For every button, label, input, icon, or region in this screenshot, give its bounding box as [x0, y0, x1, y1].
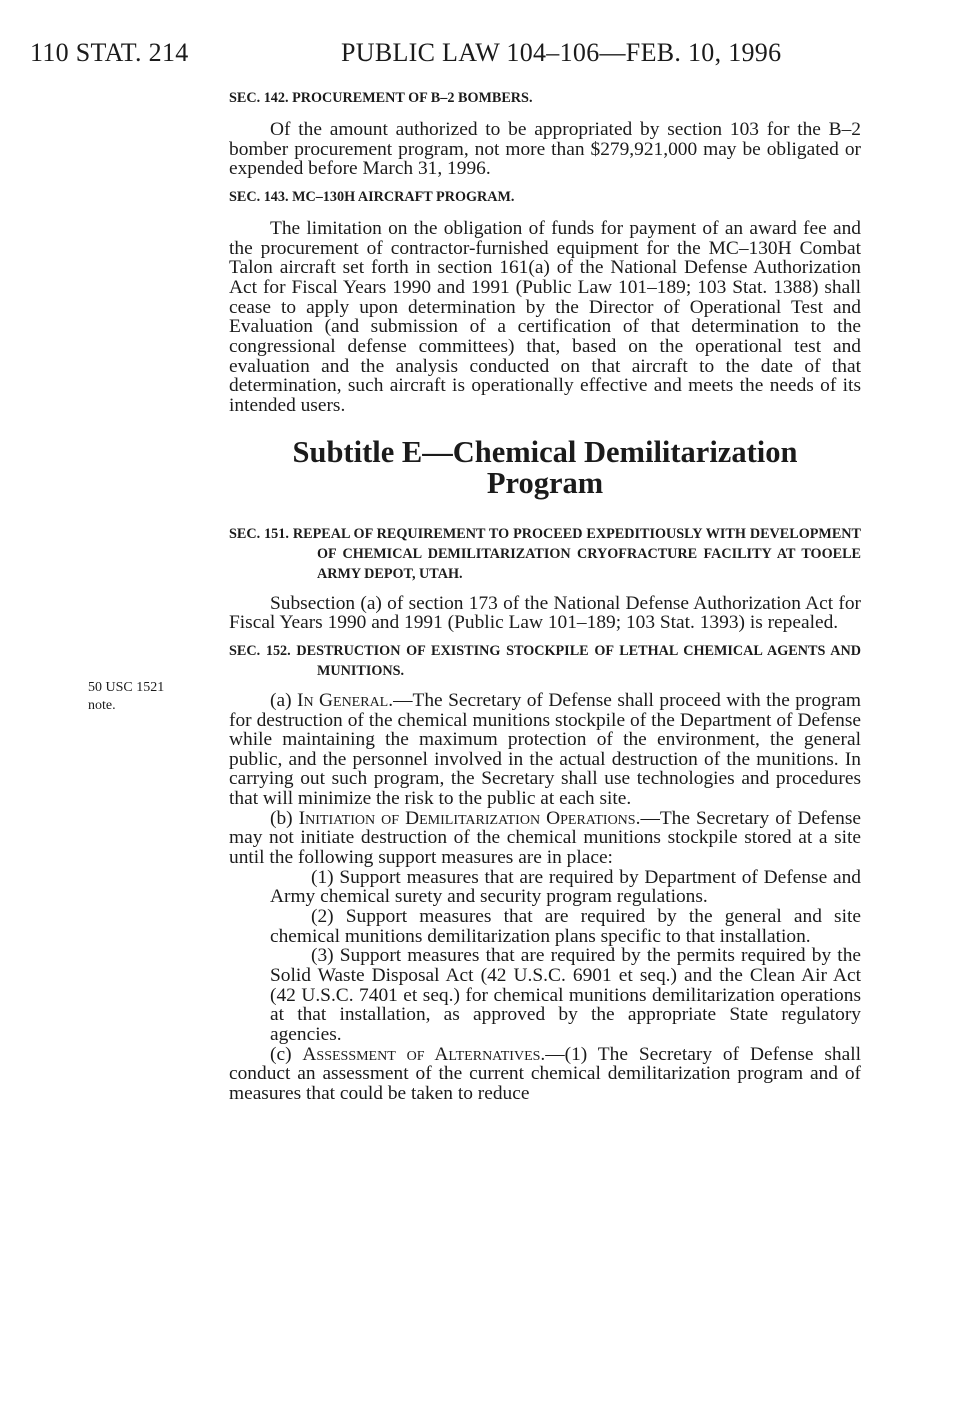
running-header: PUBLIC LAW 104–106—FEB. 10, 1996: [341, 38, 782, 67]
margin-note-line: note.: [88, 698, 116, 713]
margin-note-line: 50 USC 1521: [88, 680, 165, 695]
subtitle-line: Subtitle E—Chemical Demilitarization: [292, 434, 798, 469]
section-text-151: Subsection (a) of section 173 of the National Defense Authorization Act for Fiscal Years 1990 and 1991 (Public Law 101–189; 103 Stat. 1393) is repealed.: [229, 592, 861, 634]
main-column: [229, 88, 861, 1104]
subtitle-line: Program: [486, 465, 604, 500]
subsection-a: [229, 691, 861, 809]
subsection-text: —The Secretary of Defense shall proceed with the program for destruction of the chemical munitions stockpile of the Department of Defense while maintaining the maximum protection of the environment, the general public, and the personnel involved in the actual destruction of the munitions. In carrying out such program, the Secretary shall use technologies and procedures that will minimize the risk to the public at each site.: [229, 689, 861, 810]
paragraph-item-2: (2) Support measures that are required by the general and site chemical munitions demilitarization plans specific to that installation.: [270, 906, 861, 947]
subsection-c: [229, 1045, 861, 1104]
section-heading-142: SEC. 142. PROCUREMENT OF B–2 BOMBERS.: [229, 90, 533, 106]
subsection-text: —(1) The Secretary of Defense shall conduct an assessment of the current chemical demilitarization program and of measures that could be taken to reduce: [229, 1043, 861, 1104]
section-heading-143: SEC. 143. MC–130H AIRCRAFT PROGRAM.: [229, 188, 515, 205]
section-heading-152: SEC. 152. DESTRUCTION OF EXISTING STOCKPILE OF LETHAL CHEMICAL AGENTS AND MUNITIONS.: [229, 642, 861, 679]
subtitle-heading: [229, 434, 861, 500]
subsection-label: (c): [270, 1043, 303, 1065]
margin-note: [88, 679, 164, 715]
subsection-title: Initiation of Demilitarization Operations.: [298, 807, 641, 829]
section-text-142: Of the amount authorized to be appropriated by section 103 for the B–2 bomber procurement program, not more than $279,921,000 may be obligated or expended before March 31, 1996.: [229, 119, 861, 180]
paragraph-item-3: (3) Support measures that are required by the permits required by the Solid Waste Disposal Act (42 U.S.C. 6901 et seq.) and the Clean Air Act (42 U.S.C. 7401 et seq.) for chemical munitions demilitarization operations at that installation, as approved by the appropriate State regulatory agencies.: [270, 945, 861, 1045]
section-heading-151: SEC. 151. REPEAL OF REQUIREMENT TO PROCEED EXPEDITIOUSLY WITH DEVELOPMENT OF CHEMICAL DEMILITARIZATION CRYOFRACTURE FACILITY AT TOOELE ARMY DEPOT, UTAH.: [229, 525, 861, 582]
subsection-title: In General.: [296, 689, 394, 711]
subsection-text: —The Secretary of Defense may not initiate destruction of the chemical munitions stockpile stored at a site until the following support measures are in place:: [229, 807, 862, 869]
subsection-b: [229, 809, 861, 868]
subsection-title: Assessment of Alternatives.: [302, 1043, 546, 1065]
page-citation: 110 STAT. 214: [30, 38, 189, 67]
paragraph-item-1: (1) Support measures that are required by Department of Defense and Army chemical surety and security program regulations.: [270, 866, 861, 908]
subsection-label: (b): [270, 807, 299, 829]
section-text-143: The limitation on the obligation of funds for payment of an award fee and the procurement of contractor-furnished equipment for the MC–130H Combat Talon aircraft set forth in section 161(a) of the National Defense Authorization Act for Fiscal Years 1990 and 1991 (Public Law 101–189; 103 Stat. 1388) shall cease to apply upon determination by the Director of Operational Test and Evaluation (and submission of a certification of that determination to the congressional defense committees) that, based on the operational test and evaluation and the analysis conducted on that aircraft to the date of that determination, such aircraft is operationally effective and meets the needs of its intended users.: [229, 217, 861, 416]
subsection-label: (a): [270, 689, 297, 711]
